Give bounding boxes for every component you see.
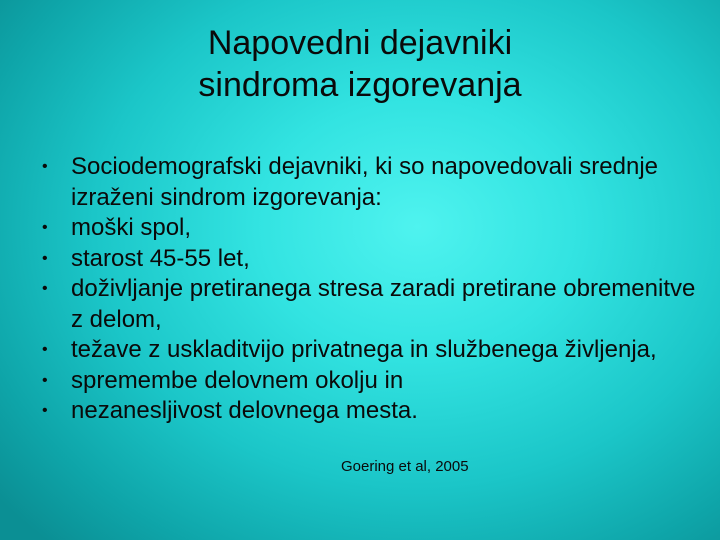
bullet-text: nezanesljivost delovnega mesta. xyxy=(71,397,418,424)
bullet-text: težave z uskladitvijo privatnega in službenega življenja, xyxy=(71,336,657,363)
citation: Goering et al, 2005 xyxy=(341,458,469,475)
bullet-dot-icon: • xyxy=(42,280,48,297)
list-item xyxy=(40,274,700,335)
bullet-text: Sociodemografski dejavniki, ki so napovedovali srednje izraženi sindrom izgorevanja: xyxy=(71,153,658,211)
bullet-dot-icon: • xyxy=(42,158,48,175)
list-item xyxy=(40,335,700,366)
bullet-list xyxy=(40,152,700,427)
slide-title-line-1: Napovedni dejavniki xyxy=(207,24,513,62)
list-item xyxy=(40,213,700,244)
list-item xyxy=(40,244,700,275)
slide-title xyxy=(0,22,720,106)
bullet-text: moški spol, xyxy=(71,214,192,241)
bullet-dot-icon: • xyxy=(42,402,48,419)
list-item xyxy=(40,152,700,213)
bullet-dot-icon: • xyxy=(42,249,48,267)
slide-title-line-2: sindroma izgorevanja xyxy=(198,66,522,104)
bullet-text: spremembe delovnem okolju in xyxy=(71,366,404,394)
list-item xyxy=(40,366,700,397)
bullet-dot-icon: • xyxy=(42,341,48,358)
bullet-text: doživljanje pretiranega stresa zaradi pretirane obremenitve z delom, xyxy=(71,275,696,333)
bullet-dot-icon: • xyxy=(42,219,48,236)
bullet-dot-icon: • xyxy=(42,371,48,389)
bullet-text: starost 45-55 let, xyxy=(71,244,250,272)
list-item xyxy=(40,396,700,427)
